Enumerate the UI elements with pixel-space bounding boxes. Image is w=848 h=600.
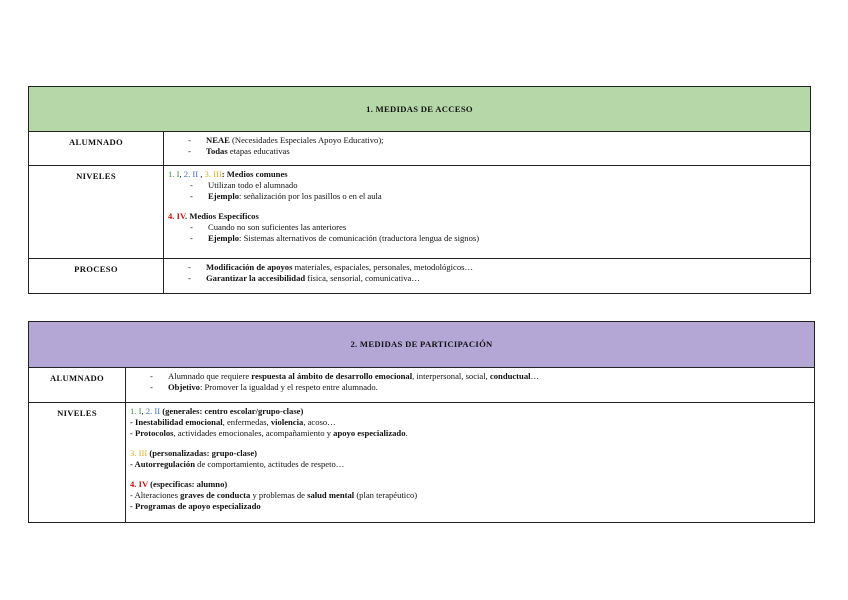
niveles-group3-heading: 4. IV (específicas: alumno): [130, 479, 228, 489]
list-item: - Ejemplo: señalización por los pasillos o en el aula: [190, 191, 382, 201]
participacion-alumnado-content: [126, 368, 815, 403]
acceso-niveles-label: NIVELES: [29, 166, 164, 259]
acceso-title: 1. MEDIDAS DE ACCESO: [29, 87, 811, 132]
acceso-proceso-row: [29, 259, 811, 294]
participacion-table: [28, 321, 815, 523]
acceso-proceso-label: PROCESO: [29, 259, 164, 294]
participacion-title: 2. MEDIDAS DE PARTICIPACIÓN: [29, 322, 815, 368]
acceso-table: [28, 86, 811, 294]
list-item: - Utilizan todo el alumnado: [190, 180, 298, 190]
list-item: - Alumnado que requiere respuesta al ámbito de desarrollo emocional, interpersonal, social, conductual…: [150, 371, 540, 381]
list-item: - Protocolos, actividades emocionales, acompañamiento y apoyo especializado.: [130, 428, 408, 438]
acceso-niveles-content: [164, 166, 811, 259]
niveles-group1-heading: 1. I, 2. II , 3. III: Medios comunes: [168, 169, 288, 179]
list-item: - Autorregulación de comportamiento, actitudes de respeto…: [130, 459, 345, 469]
acceso-niveles-row: [29, 166, 811, 259]
list-item: - Garantizar la accesibilidad física, sensorial, comunicativa…: [188, 273, 420, 283]
acceso-proceso-content: [164, 259, 811, 294]
list-item: - Objetivo: Promover la igualdad y el respeto entre alumnado.: [150, 382, 378, 392]
list-item: - NEAE (Necesidades Especiales Apoyo Educativo);: [188, 135, 384, 145]
list-item: - Alteraciones graves de conducta y problemas de salud mental (plan terapéutico): [130, 490, 418, 500]
acceso-alumnado-label: ALUMNADO: [29, 132, 164, 166]
acceso-alumnado-row: [29, 132, 811, 166]
list-item: - Modificación de apoyos materiales, espaciales, personales, metodológicos…: [188, 262, 474, 272]
list-item: - Inestabilidad emocional, enfermedas, violencia, acoso…: [130, 417, 336, 427]
acceso-alumnado-content: [164, 132, 811, 166]
participacion-niveles-row: [29, 403, 815, 523]
list-item: - Todas etapas educativas: [188, 146, 290, 156]
niveles-group2-heading: 3. III (personalizadas: grupo-clase): [130, 448, 257, 458]
list-item: - Ejemplo: Sistemas alternativos de comunicación (traductora lengua de signos): [190, 233, 480, 243]
niveles-group2-heading: 4. IV. Medios Específicos: [168, 211, 259, 221]
participacion-alumnado-label: ALUMNADO: [29, 368, 126, 403]
participacion-niveles-label: NIVELES: [29, 403, 126, 523]
participacion-niveles-content: [126, 403, 815, 523]
niveles-group1-heading: 1. I, 2. II (generales: centro escolar/grupo-clase): [130, 406, 304, 416]
participacion-alumnado-row: [29, 368, 815, 403]
list-item: - Programas de apoyo especializado: [130, 501, 261, 511]
list-item: - Cuando no son suficientes las anteriores: [190, 222, 347, 232]
